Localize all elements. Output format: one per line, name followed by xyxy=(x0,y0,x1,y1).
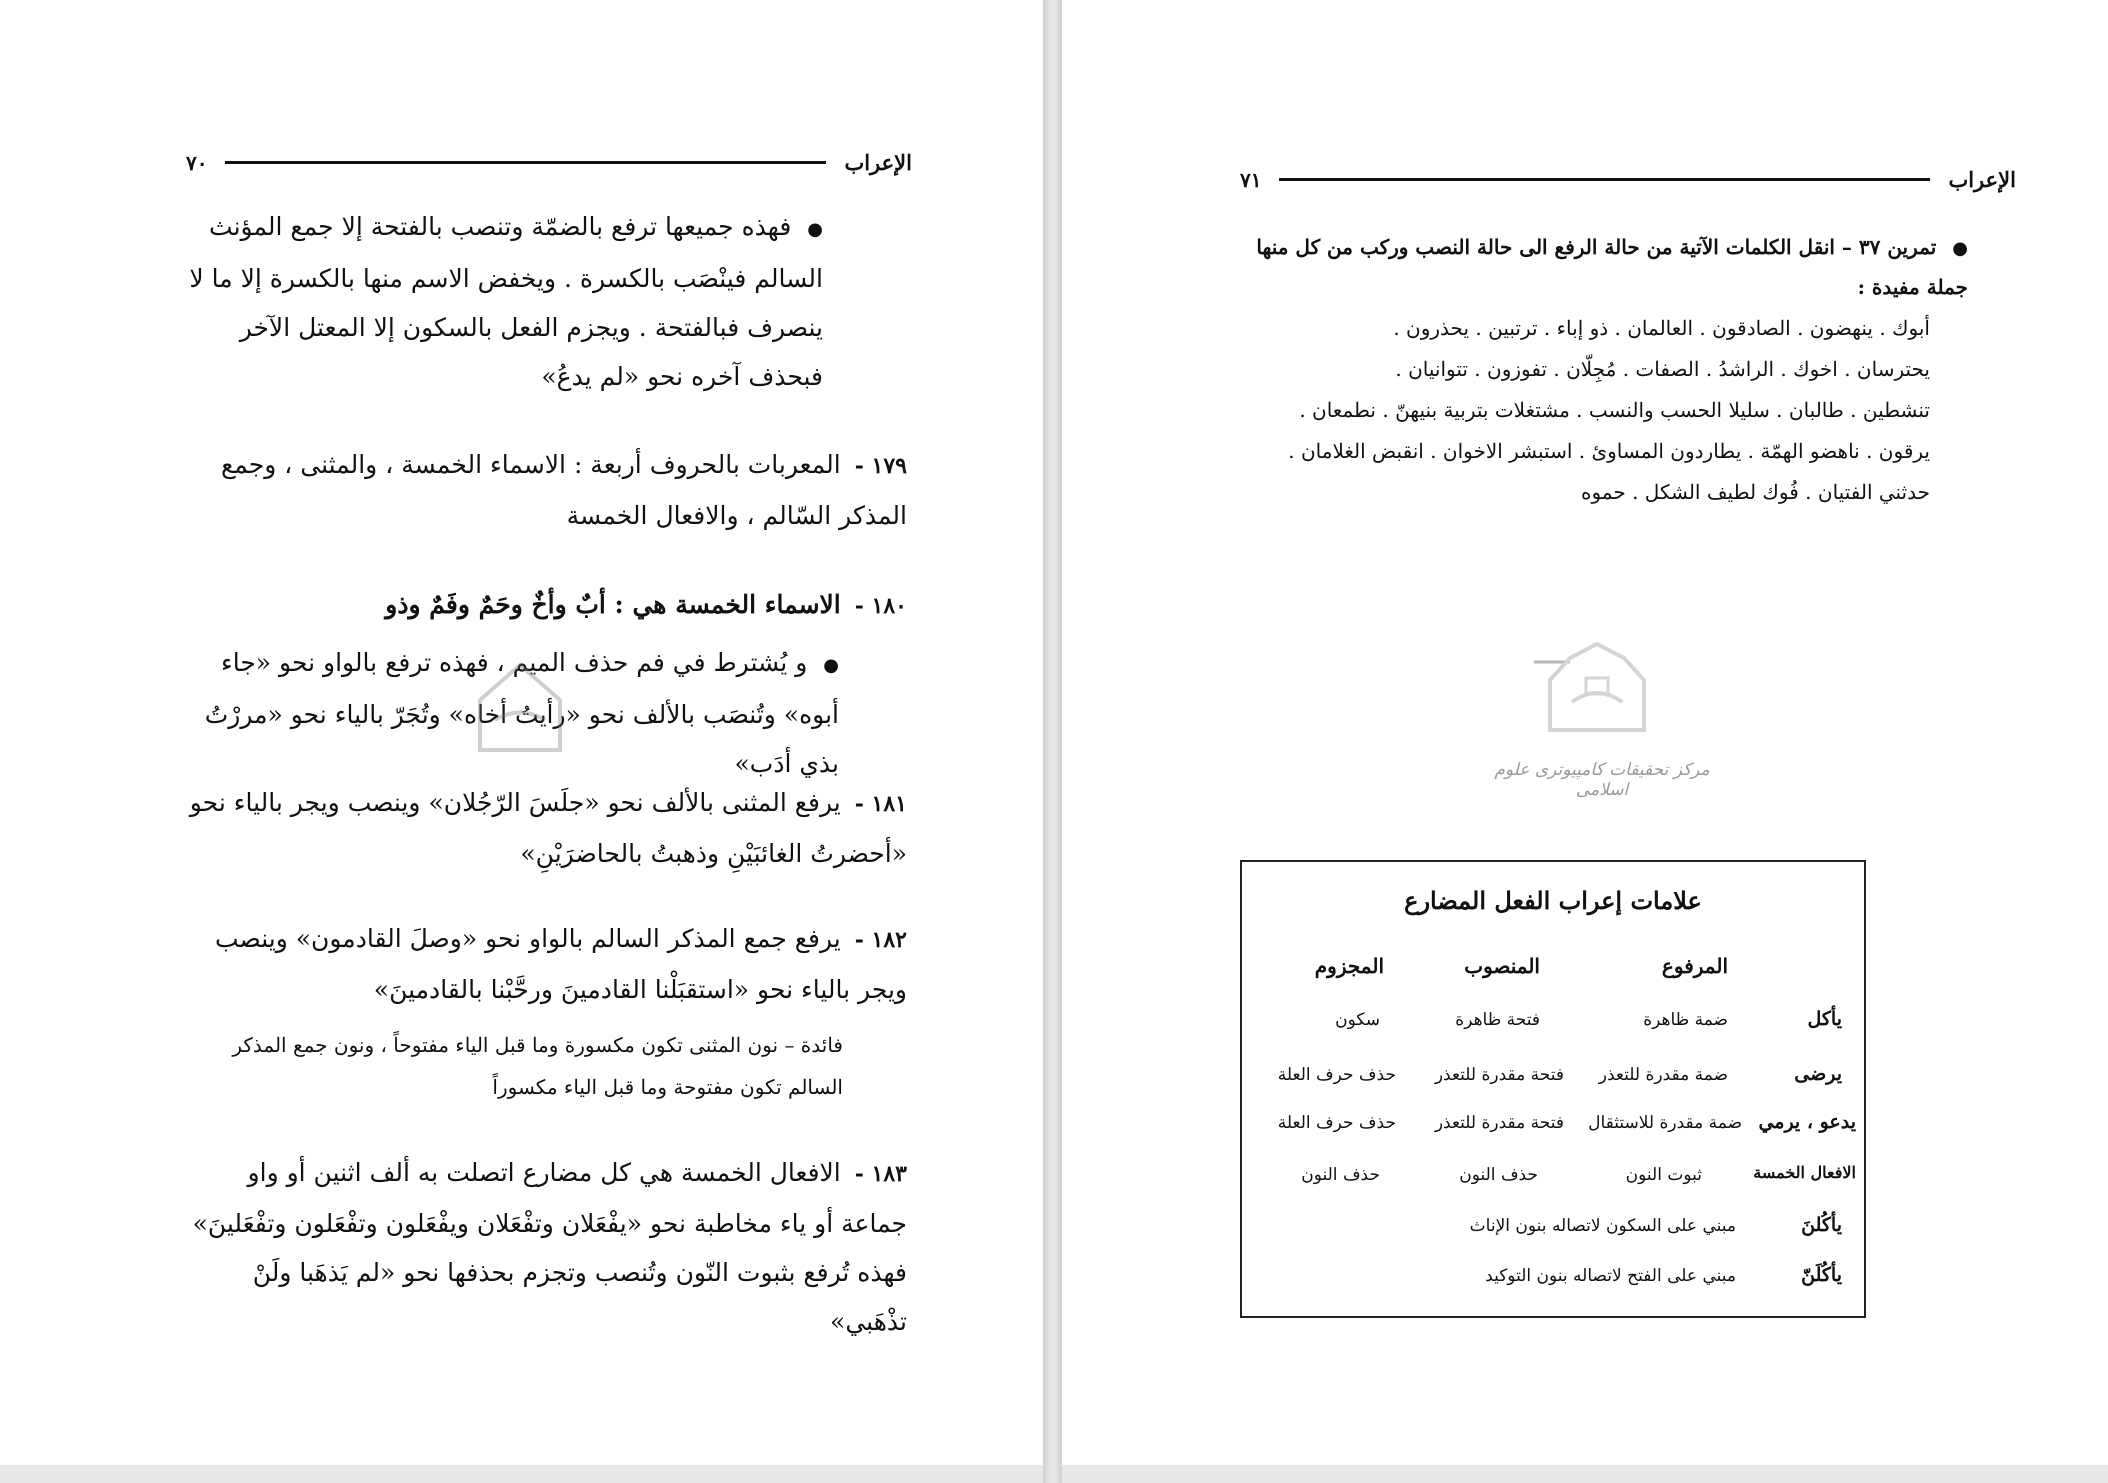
paragraph-181 xyxy=(183,778,907,878)
paragraph-182-text: يرفع جمع المذكر السالم بالواو نحو «وصلَ القادمون» وينصب ويجر بالياء نحو «استقبَلْنا القادمينَ ورحَّبْنا بالقادمينَ» xyxy=(214,924,907,1004)
paragraph-183-number: ١٨٣ - xyxy=(854,1161,907,1187)
table-row-verb: الافعال الخمسة xyxy=(1753,1163,1856,1182)
exercise-words xyxy=(1240,308,1930,513)
table-cell-marfu: ثبوت النون xyxy=(1625,1165,1702,1185)
right-header-title: الإعراب xyxy=(1948,167,2016,192)
paragraph-intro xyxy=(183,202,823,401)
paragraph-180-number: ١٨٠ - xyxy=(854,593,907,619)
table-built-verb: يأكُلَنّ xyxy=(1801,1264,1842,1286)
paragraph-179 xyxy=(183,440,907,540)
table-cell-majzum: سكون xyxy=(1335,1010,1380,1030)
table-cell-mansub: فتحة ظاهرة xyxy=(1455,1010,1540,1030)
left-page-header xyxy=(186,150,912,175)
exercise-line: تنشطين . طالبان . سليلا الحسب والنسب . مشتغلات بتربية بنيهنّ . نطمعان . xyxy=(1299,398,1930,422)
header-rule xyxy=(225,161,826,164)
table-cell-majzum: حذف حرف العلة xyxy=(1277,1065,1396,1085)
note-paragraph xyxy=(183,1024,843,1108)
paragraph-180-text: الاسماء الخمسة هي : أبٌ وأخٌ وحَمٌ وفَمٌ وذو xyxy=(385,590,841,619)
left-header-title: الإعراب xyxy=(844,150,912,175)
table-cell-mansub: فتحة مقدرة للتعذر xyxy=(1434,1065,1564,1085)
paragraph-182 xyxy=(183,914,907,1014)
table-row-verb: يدعو ، يرمي xyxy=(1758,1111,1856,1133)
exercise-title-text: تمرين ٣٧ – انقل الكلمات الآتية من حالة الرفع الى حالة النصب وركب من كل منها جملة مفيدة : xyxy=(1256,235,1968,299)
table-built-verb: يأكُلنَ xyxy=(1801,1214,1842,1236)
left-page xyxy=(0,0,1043,1465)
table-cell-majzum: حذف حرف العلة xyxy=(1277,1113,1396,1133)
bullet-icon: ● xyxy=(807,219,823,240)
header-majzum: المجزوم xyxy=(1314,954,1384,978)
table-cell-marfu: ضمة ظاهرة xyxy=(1643,1010,1728,1030)
exercise-title xyxy=(1240,228,1968,306)
header-mansub: المنصوب xyxy=(1464,954,1540,978)
watermark-emblem-icon xyxy=(1532,640,1662,750)
paragraph-182-number: ١٨٢ - xyxy=(854,927,907,953)
table-built-text: مبني على السكون لاتصاله بنون الإناث xyxy=(1469,1216,1736,1236)
exercise-line: يحترسان . اخوك . الراشدُ . الصفات . مُجِلّان . تفوزون . تتوانيان . xyxy=(1395,357,1930,381)
paragraph-179-number: ١٧٩ - xyxy=(854,453,907,479)
right-page-header xyxy=(1240,167,2016,192)
table-row-verb: يرضى xyxy=(1794,1063,1842,1085)
table-title: علامات إعراب الفعل المضارع xyxy=(1404,886,1702,915)
exercise-line: يرقون . ناهضو الهمّة . يطاردون المساوئ . استبشر الاخوان . انقبض الغلامان . xyxy=(1288,439,1930,463)
watermark-emblem-icon xyxy=(460,660,580,770)
paragraph-179-text: المعربات بالحروف أربعة : الاسماء الخمسة ، والمثنى ، وجمع المذكر السّالم ، والافعال الخمسة xyxy=(220,450,907,530)
table-row-verb: يأكل xyxy=(1807,1008,1842,1030)
header-marfu: المرفوع xyxy=(1661,954,1728,978)
paragraph-180-detail-text: و يُشترط في فم حذف الميم ، فهذه ترفع بالواو نحو «جاء أبوه» وتُنصَب بالألف نحو «رأيتُ أخاه» وتُجَرّ بالياء نحو «مررْتُ بذي أدَب» xyxy=(204,648,839,778)
conjugation-table-box xyxy=(1240,860,1866,1318)
table-cell-marfu: ضمة مقدرة للتعذر xyxy=(1598,1065,1728,1085)
paragraph-180 xyxy=(183,580,907,631)
table-built-text: مبني على الفتح لاتصاله بنون التوكيد xyxy=(1485,1266,1736,1286)
paragraph-183 xyxy=(183,1148,907,1346)
header-rule xyxy=(1279,178,1930,181)
paragraph-intro-text: فهذه جميعها ترفع بالضمّة وتنصب بالفتحة إلا جمع المؤنث السالم فينْصَب بالكسرة . ويخفض الاسم منها بالكسرة إلا ما لا ينصرف فبالفتحة . ويجزم الفعل بالسكون إلا المعتل الآخر فبحذف آخره نحو «لم يدعُ» xyxy=(189,212,823,391)
exercise-line: أبوك . ينهضون . الصادقون . العالمان . ذو إباء . ترتبين . يحذرون . xyxy=(1393,316,1930,340)
paragraph-183-text: الافعال الخمسة هي كل مضارع اتصلت به ألف اثنين أو واو جماعة أو ياء مخاطبة نحو «يفْعَلان وتفْعَلان ويفْعَلون وتفْعَلون وتفْعَلينَ» فهذه تُرفع بثبوت النّون وتُنصب وتجزم بحذفها نحو «لم يَذهَبا ولَنْ تذْهَبي» xyxy=(192,1158,907,1336)
table-cell-marfu: ضمة مقدرة للاستثقال xyxy=(1588,1113,1742,1133)
note-text: فائدة – نون المثنى تكون مكسورة وما قبل الياء مفتوحاً ، ونون جمع المذكر السالم تكون مفتوحة وما قبل الياء مكسوراً xyxy=(232,1033,843,1099)
paragraph-181-text: يرفع المثنى بالألف نحو «جلَسَ الرّجُلان» وينصب ويجر بالياء نحو «أحضرتُ الغائبَيْنِ وذهبتُ بالحاضرَيْنِ» xyxy=(189,788,907,868)
table-cell-mansub: حذف النون xyxy=(1459,1165,1538,1185)
bullet-icon: ● xyxy=(1952,238,1968,259)
left-page-number: ٧٠ xyxy=(186,150,208,175)
bullet-icon: ● xyxy=(823,655,839,676)
right-page-number: ٧١ xyxy=(1240,167,1262,192)
table-cell-majzum: حذف النون xyxy=(1301,1165,1380,1185)
exercise-line: حدثني الفتيان . فُوك لطيف الشكل . حموه xyxy=(1580,480,1930,504)
paragraph-181-number: ١٨١ - xyxy=(854,791,907,817)
watermark-text: مركز تحقيقات كامپيوتری علوم اسلامی xyxy=(1494,760,1710,800)
book-spine xyxy=(1043,0,1062,1483)
right-page xyxy=(1062,0,2108,1465)
table-cell-mansub: فتحة مقدرة للتعذر xyxy=(1434,1113,1564,1133)
